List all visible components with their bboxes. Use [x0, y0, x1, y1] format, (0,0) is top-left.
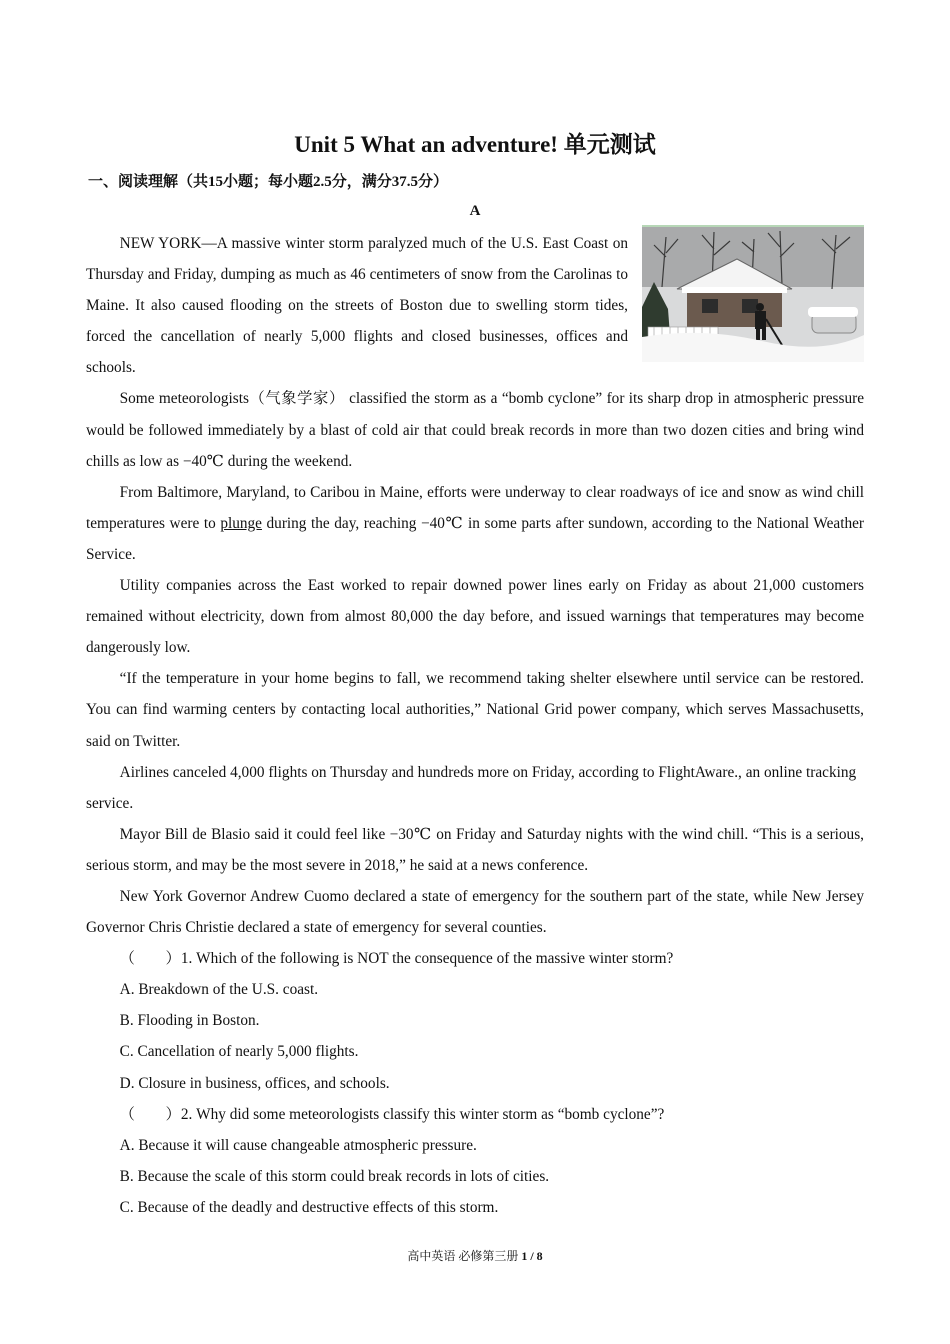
question-1-option-b: B. Flooding in Boston.	[119, 1012, 260, 1030]
paragraph-8: New York Governor Andrew Cuomo declared a state of emergency for the southern part of the state, while New Jersey Governor Chris Christie declared a state of emergency for several counties.	[86, 887, 864, 937]
passage-body	[86, 228, 864, 1223]
footer-book: 高中英语 必修第三册	[407, 1249, 519, 1263]
paragraph-3-text-a: From Baltimore, Maryland, to Caribou in Maine, efforts were underway to clear roadways of ice and snow as wind chill temperatures were to	[86, 483, 864, 532]
paragraph-6: Airlines canceled 4,000 flights on Thursday and hundreds more on Friday, according to FlightAware., an online tracking service.	[86, 763, 857, 812]
paragraph-1-text: NEW YORK—A massive winter storm paralyzed much of the U.S. East Coast on Thursday and Friday, dumping as much as 46 centimeters of snow from the Carolinas to Maine. It also caused flooding on the streets of Boston due to swelling storm tides, forced the cancellation of nearly 5,000 flights and closed businesses, offices and schools.	[86, 235, 628, 377]
question-1-option-d: D. Closure in business, offices, and schools.	[119, 1074, 390, 1092]
question-1-option-a: A. Breakdown of the U.S. coast.	[119, 981, 319, 999]
paragraph-3-text-b: during the day, reaching −40℃ in some parts after sundown, according to the National Weather Service.	[86, 514, 864, 563]
passage-label: A	[469, 203, 481, 219]
question-2-option-b: B. Because the scale of this storm could break records in lots of cities.	[119, 1167, 550, 1185]
section-heading: 一、阅读理解（共15小题；每小题2.5分，满分37.5分）	[88, 174, 449, 190]
question-2-option-a: A. Because it will cause changeable atmospheric pressure.	[119, 1136, 477, 1154]
paragraph-7: Mayor Bill de Blasio said it could feel like −30℃ on Friday and Saturday nights with the wind chill. “This is a serious, serious storm, and may be the most severe in 2018,” he said at a news conference.	[86, 825, 864, 874]
underlined-word: plunge	[220, 514, 262, 532]
paragraph-1	[86, 228, 864, 383]
paragraph-3	[86, 477, 864, 570]
paragraph-2: Some meteorologists（气象学家） classified the storm as a “bomb cyclone” for its sharp drop in atmospheric pressure would be followed immediately by a blast of cold air that could break records in more than two dozen cities and bring wind chills as low as −40℃ during the weekend.	[86, 390, 864, 470]
page-number: 1 / 8	[521, 1249, 543, 1263]
page-title: Unit 5 What an adventure! 单元测试	[294, 132, 656, 157]
paragraph-4: Utility companies across the East worked to repair downed power lines early on Friday as about 21,000 customers remained without electricity, down from almost 80,000 the day before, and issued warnings that temperatures may become dangerously low.	[86, 577, 864, 657]
question-2-option-c: C. Because of the deadly and destructive effects of this storm.	[119, 1198, 499, 1216]
question-1-option-c: C. Cancellation of nearly 5,000 flights.	[119, 1043, 359, 1061]
question-1-stem: （ ）1. Which of the following is NOT the consequence of the massive winter storm?	[119, 950, 674, 968]
paragraph-5: “If the temperature in your home begins to fall, we recommend taking shelter elsewhere until service can be restored. You can find warming centers by contacting local authorities,” National Grid power company, which serves Massachusetts, said on Twitter.	[86, 670, 864, 750]
page-footer	[0, 1247, 950, 1264]
snow-house-photo	[642, 225, 864, 362]
question-2-stem: （ ）2. Why did some meteorologists classify this winter storm as “bomb cyclone”?	[119, 1105, 665, 1123]
